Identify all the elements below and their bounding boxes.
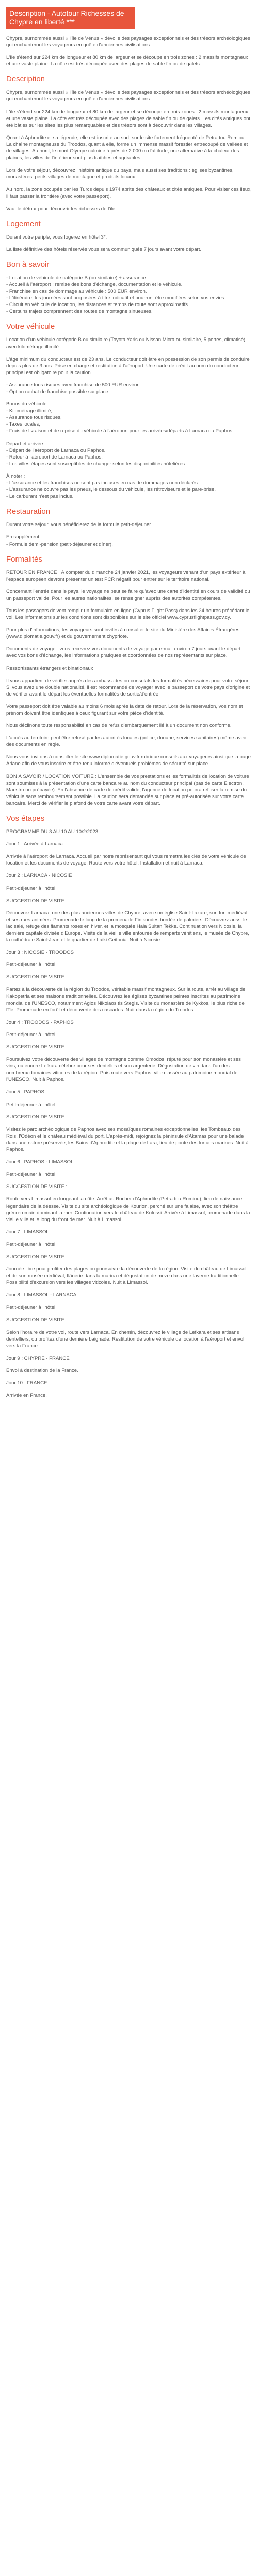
description-paragraph: Chypre, surnommée aussi « l'île de Vénus » dévoile des paysages exceptionnels et des trésors archéologiques qui enchanteront les voyageurs en quête d'anciennes civilisations. <box>6 90 250 103</box>
day-text: Arrivée à l'aéroport de Larnaca. Accueil par notre représentant qui vous remettra les clés de votre véhicule de location et les documents de voyage. Route vers votre hôtel. Installation et nuit à Larnaca. <box>6 854 246 867</box>
itinerary-day <box>6 1159 252 1223</box>
logement-paragraph: Durant votre périple, vous logerez en hôtel 3*. <box>6 234 107 240</box>
day-text: Petit-déjeuner à l'hôtel. <box>6 962 57 968</box>
day-title: Jour 5 : PAPHOS <box>6 1089 44 1095</box>
vehicle-item: - Option rachat de franchise possible sur place. <box>6 389 110 395</box>
rental-text: L'ensemble de vos prestations et les formalités de location de voiture sont soumises à la présentation d'une carte bancaire au nom du conducteur principal (pas de carte Electron, Maestro ou prépayée). En l'absence de carte de crédit valide, l'agence de location pourra refuser la remise du véhicule sans remboursement possible. La caution sera demandée sur place et pré-autorisée sur votre carte bancaire. Merci de vérifier le plafond de votre carte avant votre départ. <box>6 773 249 806</box>
description-paragraph: Au nord, la zone occupée par les Turcs depuis 1974 abrite des châteaux et cités antiques. Pour visiter ces lieux, il faut passer la frontière (avec votre passeport). <box>6 187 252 199</box>
itinerary-day <box>6 1089 252 1153</box>
formalites-paragraph: Documents de voyage : vous recevrez vos documents de voyage par e-mail environ 7 jours avant le départ avec vos bons d'échange, les informations pratiques et coordonnées de nos représentants sur place. <box>6 646 241 659</box>
restauration-heading: Restauration <box>6 507 51 516</box>
day-text: Partez à la découverte de la région du Troodos, véritable massif montagneux. Sur la route, arrêt au village de Kakopetria et ses maisons traditionnelles. Découvrez les églises byzantines peintes inscrites au patrimoine mondial de l'UNESCO, notamment Agios Nikolaos tis Stegis. Visite du monastère de Kykkos, le plus riche de l'île. Promenade en forêt et découverte des cascades. Nuit dans la région du Troodos. <box>6 987 246 1013</box>
vehicle-list <box>6 382 252 395</box>
logement-heading: Logement <box>6 219 41 228</box>
bon-a-savoir-list <box>6 275 252 315</box>
day-text: Visitez le parc archéologique de Paphos avec ses mosaïques romaines exceptionnelles, les Tombeaux des Rois, l'Odéon et le château médiéval du port. L'après-midi, rejoignez la péninsule d'Akamas pour une balade dans une nature préservée, les Bains d'Aphrodite et la plage de Lara, lieu de ponte des tortues marines. Nuit à Paphos. <box>6 1126 249 1153</box>
description-section <box>6 89 252 212</box>
voyage-heading: Vos étapes <box>6 814 45 823</box>
description-paragraph: Quant à Aphrodite et sa légende, elle est inscrite au sud, sur le site fortement fréquenté de Petra tou Romiou. La chaîne montagneuse du Troodos, quant à elle, forme un immense massif forestier entrecoupé de vallées et de villages. Au nord, le mont Olympe culmine à près de 2 000 m d'altitude, une alternative à la chaleur des plaines, les villes de l'intérieur sont plus fraîches et agréables. <box>6 134 248 161</box>
formalites-paragraph: Tous les passagers doivent remplir un formulaire en ligne (Cyprus Flight Pass) dans les 24 heures précédant le vol. Les informations sur les conditions sont disponibles sur le site officiel www.cyprusflightpass.gov.cy. <box>6 607 250 621</box>
description-paragraph: Vaut le détour pour découvrir les richesses de l'île. <box>6 206 117 212</box>
restauration-item: - Formule demi-pension (petit-déjeuner et dîner). <box>6 541 113 547</box>
itinerary <box>6 841 252 1399</box>
day-text: Petit-déjeuner à l'hôtel. <box>6 885 57 891</box>
description-heading: Description <box>6 75 45 84</box>
formalites-paragraph: Ressortissants étrangers et binationaux : <box>6 665 96 671</box>
day-text: Petit-déjeuner à l'hôtel. <box>6 1172 57 1178</box>
day-text: SUGGESTION DE VISITE : <box>6 1184 68 1190</box>
day-text: SUGGESTION DE VISITE : <box>6 1253 68 1260</box>
formalites-paragraph: Votre passeport doit être valable au moins 6 mois après la date de retour. Lors de la réservation, vos nom et prénom doivent être identiques à ceux figurant sur votre pièce d'identité. <box>6 703 243 716</box>
vehicle-paragraph: Location d'un véhicule catégorie B ou similaire (Toyota Yaris ou Nissan Micra ou similaire, 5 portes, climatisé) avec kilométrage illimité. <box>6 337 246 350</box>
notes-heading: À noter : <box>6 473 25 479</box>
note-item: - L'assurance et les franchises ne sont pas incluses en cas de dommages non déclarés. <box>6 480 199 486</box>
description-paragraph: Lors de votre séjour, découvrez l'histoire antique du pays, mais aussi ses traditions : églises byzantines, monastères, petits villages de montagne et produits locaux. <box>6 167 234 180</box>
tarif-item: - Taxes locales, <box>6 421 40 428</box>
itinerary-day <box>6 1019 252 1083</box>
day-title: Jour 2 : LARNACA - NICOSIE <box>6 873 72 879</box>
day-text: Petit-déjeuner à l'hôtel. <box>6 1304 57 1311</box>
voyage-dates: PROGRAMME DU 3 AU 10 AU 10/2/2023 <box>6 829 99 835</box>
page-title: Description - Autotour Richesses de Chypre en liberté *** <box>6 7 135 29</box>
day-text: SUGGESTION DE VISITE : <box>6 897 68 904</box>
itinerary-day <box>6 1229 252 1286</box>
bon-item: - Accueil à l'aéroport : remise des bons d'échange, documentation et le véhicule. <box>6 281 183 287</box>
bon-item: - Location de véhicule de catégorie B (ou similaire) + assurance. <box>6 275 148 281</box>
vehicle-item: - Assurance tous risques avec franchise de 500 EUR environ. <box>6 382 141 388</box>
vehicle-heading: Votre véhicule <box>6 322 55 331</box>
itinerary-day <box>6 1380 252 1399</box>
depart-item: - Les villes étapes sont susceptibles de changer selon les disponibilités hôtelières. <box>6 461 186 467</box>
day-text: SUGGESTION DE VISITE : <box>6 1317 68 1323</box>
bon-item: - Franchise en cas de dommage au véhicule : 500 EUR environ. <box>6 289 147 295</box>
day-text: SUGGESTION DE VISITE : <box>6 1044 68 1050</box>
day-title: Jour 9 : CHYPRE - FRANCE <box>6 1355 70 1361</box>
bon-item: - Circuit en véhicule de location, les distances et temps de route sont approximatifs. <box>6 302 189 308</box>
day-text: Arrivée en France. <box>6 1393 47 1399</box>
day-title: Jour 3 : NICOSIE - TROODOS <box>6 950 74 956</box>
rental-heading: BON À SAVOIR / LOCATION VOITURE : <box>6 773 97 779</box>
day-text: Petit-déjeuner à l'hôtel. <box>6 1101 57 1108</box>
itinerary-day <box>6 841 252 867</box>
formalites-paragraph: Il vous appartient de vérifier auprès des ambassades ou consulats les formalités nécessaires pour votre séjour. Si vous avez une double nationalité, il est recommandé de voyager avec le passeport de votre pays d'origine et de vérifier avant le départ les éventuelles formalités de sortie/d'entrée. <box>6 677 250 697</box>
formalites-heading: Formalités <box>6 554 43 564</box>
intro-paragraph: Chypre, surnommée aussi « l'île de Vénus » dévoile des paysages exceptionnels et des trésors archéologiques qui enchanteront les voyageurs en quête d'anciennes civilisations. <box>6 36 250 48</box>
intro-paragraph: L'île s'étend sur 224 km de longueur et 80 km de largeur et se découpe en trois zones : 2 massifs montagneux et une vaste plaine. La côte est très découpée avec des plages de sable fin ou de galets. <box>6 55 248 67</box>
day-title: Jour 7 : LIMASSOL <box>6 1229 49 1235</box>
tarif-item: Bonus du véhicule : <box>6 401 50 408</box>
day-text: SUGGESTION DE VISITE : <box>6 974 68 980</box>
bon-a-savoir-heading: Bon à savoir <box>6 260 50 269</box>
tarif-item: - Frais de livraison et de reprise du véhicule à l'aéroport pour les arrivées/départs à Larnaca ou Paphos. <box>6 428 234 434</box>
restauration-list <box>6 534 252 547</box>
day-text: Journée libre pour profiter des plages ou poursuivre la découverte de la région. Visite du château de Limassol et de son musée médiéval, flânerie dans la marina et dégustation de meze dans une taverne traditionnelle. Possibilité d'excursion vers les villages viticoles. Nuit à Limassol. <box>6 1266 247 1286</box>
notes-list <box>6 473 252 500</box>
tarif-item: - Assurance tous risques, <box>6 415 62 421</box>
bon-item: - L'itinéraire, les journées sont proposées à titre indicatif et pourront être modifiées selon vos envies. <box>6 295 226 301</box>
note-item: - L'assurance ne couvre pas les pneus, le dessous du véhicule, les rétroviseurs et le pare-brise. <box>6 487 216 493</box>
day-text: Petit-déjeuner à l'hôtel. <box>6 1241 57 1247</box>
formalites-paragraph: L'accès au territoire peut être refusé par les autorités locales (police, douane, services sanitaires) même avec des documents en règle. <box>6 735 246 748</box>
formalites-paragraph: Concernant l'entrée dans le pays, le voyage ne peut se faire qu'avec une carte d'identité en cours de validité ou un passeport valide. Pour les autres nationalités, se renseigner auprès des autorités compétentes. <box>6 588 250 601</box>
depart-heading: Départ et arrivée <box>6 440 43 447</box>
restauration-item: En supplément : <box>6 534 42 540</box>
vehicle-paragraph: L'âge minimum du conducteur est de 23 ans. Le conducteur doit être en possession de son permis de conduire depuis plus de 3 ans. Prise en charge et restitution à l'aéroport. Une carte de crédit au nom du conducteur principal est obligatoire pour la caution. <box>6 356 250 376</box>
description-paragraph: L'île s'étend sur 224 km de longueur et 80 km de largeur et se découpe en trois zones : 2 massifs montagneux et une vaste plaine. La côte est très découpée avec des plages de sable fin ou de galets. Les cités antiques ont été bâties sur les sites les plus remarquables et des trésors sont à découvrir dans les villages. <box>6 109 251 128</box>
depart-item: - Retour à l'aéroport de Larnaca ou Paphos. <box>6 454 103 460</box>
day-title: Jour 10 : FRANCE <box>6 1380 47 1386</box>
itinerary-day <box>6 1355 252 1374</box>
note-item: - Le carburant n'est pas inclus. <box>6 494 74 500</box>
itinerary-day <box>6 949 252 1013</box>
tarifs-list <box>6 401 252 434</box>
depart-item: - Départ de l'aéroport de Larnaca ou Paphos. <box>6 447 106 453</box>
day-text: Selon l'horaire de votre vol, route vers Larnaca. En chemin, découvrez le village de Lefkara et ses artisans dentelliers, ou profitez d'une dernière baignade. Restitution de votre véhicule de location à l'aéroport et envol vers la France. <box>6 1329 245 1349</box>
day-text: Poursuivez votre découverte des villages de montagne comme Omodos, réputé pour son monastère et ses vins, ou encore Lefkara célèbre pour ses dentelles et son argenterie. Dégustation de vin dans l'un des nombreux domaines viticoles de la région. Puis route vers Paphos, ville classée au patrimoine mondial de l'UNESCO. Nuit à Paphos. <box>6 1057 241 1083</box>
day-title: Jour 1 : Arrivée à Larnaca <box>6 841 63 848</box>
day-title: Jour 6 : PAPHOS - LIMASSOL <box>6 1159 74 1165</box>
formalites-paragraph: Nous vous invitons à consulter le site www.diplomatie.gouv.fr rubrique conseils aux voyageurs ainsi que la page Ariane afin de vous inscrire et être tenu informé d'éventuels problèmes de sécurité sur place. <box>6 754 251 767</box>
formalites-paragraph: Nous déclinons toute responsabilité en cas de refus d'embarquement lié à un document non conforme. <box>6 723 232 729</box>
logement-paragraph: La liste définitive des hôtels réservés vous sera communiquée 7 jours avant votre départ. <box>6 246 202 252</box>
page <box>0 7 258 1399</box>
rental-block <box>6 773 252 807</box>
day-text: Découvrez Larnaca, une des plus anciennes villes de Chypre, avec son église Saint-Lazare, son fort médiéval et ses rues animées. Promenade le long de la promenade Finikoudes bordée de palmiers. Découvrez aussi le lac salé, refuge des flamants roses en hiver, et la mosquée Hala Sultan Tekke. Continuation vers Nicosie, la dernière capitale divisée d'Europe. Visite de la vieille ville entourée de remparts vénitiens, le musée de Chypre, la cathédrale Saint-Jean et le quartier de Laiki Geitonia. Nuit à Nicosie. <box>6 910 249 943</box>
day-text: SUGGESTION DE VISITE : <box>6 1114 68 1120</box>
day-text: Route vers Limassol en longeant la côte. Arrêt au Rocher d'Aphrodite (Petra tou Romiou), lieu de naissance légendaire de la déesse. Visite du site archéologique de Kourion, perché sur une falaise, avec son théâtre gréco-romain dominant la mer. Continuation vers le château de Kolossi. Arrivée à Limassol, promenade dans la vieille ville et le long du front de mer. Nuit à Limassol. <box>6 1196 250 1223</box>
itinerary-day <box>6 1292 252 1349</box>
intro-section <box>6 35 252 67</box>
tarif-item: - Kilométrage illimité, <box>6 408 53 414</box>
day-text: Envol à destination de la France. <box>6 1368 78 1374</box>
day-text: Petit-déjeuner à l'hôtel. <box>6 1031 57 1038</box>
day-title: Jour 8 : LIMASSOL - LARNACA <box>6 1292 77 1298</box>
day-title: Jour 4 : TROODOS - PAPHOS <box>6 1019 74 1025</box>
formalites-paragraph: RETOUR EN FRANCE : À compter du dimanche 24 janvier 2021, les voyageurs venant d'un pays extérieur à l'espace européen devront présenter un test PCR négatif pour entrer sur le territoire national. <box>6 569 246 582</box>
formalites-paragraph: Pour plus d'informations, les voyageurs sont invités à consulter le site du Ministère des Affaires Étrangères (www.diplomatie.gouv.fr) et du gouvernement chypriote. <box>6 627 240 640</box>
bon-item: - Certains trajets comprennent des routes de montagne sinueuses. <box>6 309 153 315</box>
restauration-paragraph: Durant votre séjour, vous bénéficierez de la formule petit-déjeuner. <box>6 522 152 528</box>
itinerary-day <box>6 872 252 943</box>
depart-list <box>6 440 252 467</box>
